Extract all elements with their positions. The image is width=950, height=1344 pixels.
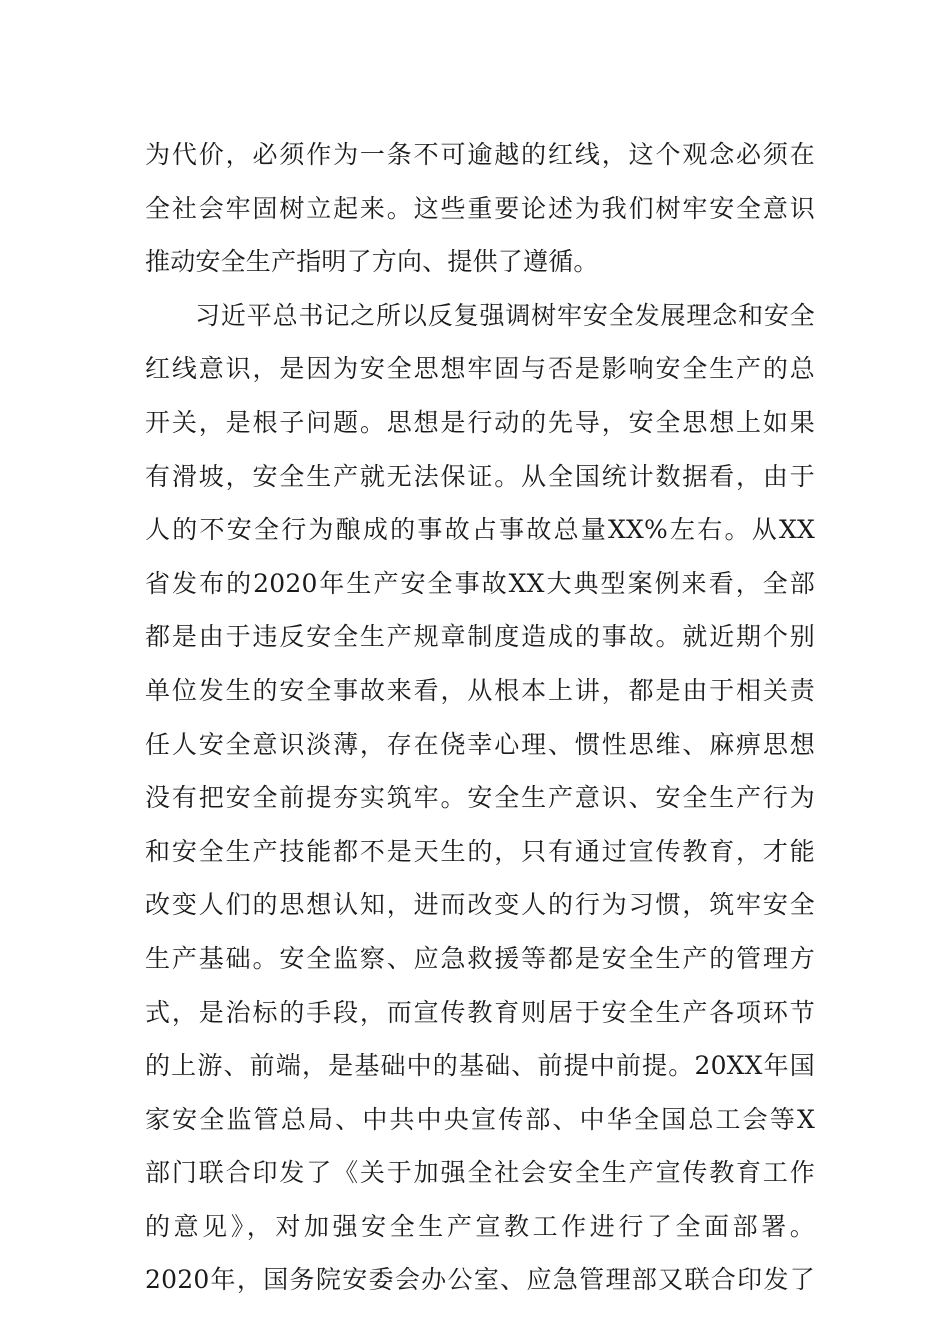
paragraph-1 (145, 128, 815, 289)
paragraph-line: 改变人们的思想认知，进而改变人的行为习惯，筑牢安全 (145, 890, 815, 920)
paragraph-line: 2020年，国务院安委会办公室、应急管理部又联合印发了 (145, 1265, 815, 1295)
paragraph-line: 全社会牢固树立起来。这些重要论述为我们树牢安全意识 (145, 193, 815, 223)
paragraph-line: 家安全监管总局、中共中央宣传部、中华全国总工会等X (145, 1104, 815, 1134)
paragraph-line: 开关，是根子问题。思想是行动的先导，安全思想上如果 (145, 407, 815, 437)
document-body (145, 128, 815, 1307)
paragraph-line: 有滑坡，安全生产就无法保证。从全国统计数据看，由于 (145, 461, 815, 491)
paragraph-line: 式，是治标的手段，而宣传教育则居于安全生产各项环节 (145, 997, 815, 1027)
paragraph-line: 人的不安全行为酿成的事故占事故总量XX%左右。从XX (145, 515, 815, 545)
paragraph-line: 省发布的2020年生产安全事故XX大典型案例来看，全部 (145, 568, 815, 598)
paragraph-line: 的意见》，对加强安全生产宣教工作进行了全面部署。 (145, 1211, 815, 1241)
paragraph-line: 和安全生产技能都不是天生的，只有通过宣传教育，才能 (145, 836, 815, 866)
paragraph-line: 都是由于违反安全生产规章制度造成的事故。就近期个别 (145, 622, 815, 652)
paragraph-line: 任人安全意识淡薄，存在侥幸心理、惯性思维、麻痹思想 (145, 729, 815, 759)
paragraph-line: 为代价，必须作为一条不可逾越的红线，这个观念必须在 (145, 140, 815, 169)
paragraph-line: 没有把安全前提夯实筑牢。安全生产意识、安全生产行为 (145, 783, 815, 813)
paragraph-line: 生产基础。安全监察、应急救援等都是安全生产的管理方 (145, 943, 815, 973)
paragraph-2 (145, 289, 815, 1307)
paragraph-line: 单位发生的安全事故来看，从根本上讲，都是由于相关责 (145, 675, 815, 705)
paragraph-line: 的上游、前端，是基础中的基础、前提中前提。20XX年国 (145, 1051, 815, 1081)
paragraph-line: 红线意识，是因为安全思想牢固与否是影响安全生产的总 (145, 354, 815, 384)
paragraph-line: 习近平总书记之所以反复强调树牢安全发展理念和安全 (195, 300, 815, 330)
paragraph-line: 部门联合印发了《关于加强全社会安全生产宣传教育工作 (145, 1158, 815, 1188)
paragraph-line: 推动安全生产指明了方向、提供了遵循。 (145, 247, 599, 277)
